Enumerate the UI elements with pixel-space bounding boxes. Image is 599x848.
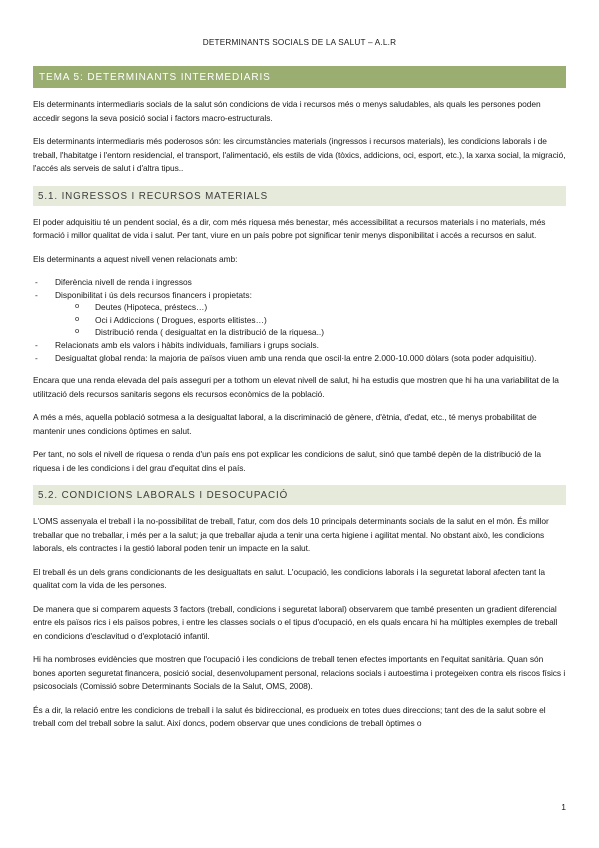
section1-paragraph-5: Per tant, no sols el nivell de riquesa o renda d'un país ens pot explicar les condicions de salut, sinó que també depèn de la distribució de la riquesa i de les condicions i del grau d'equitat dins el país.: [33, 449, 541, 473]
section2-paragraph-3: De manera que si comparem aquests 3 factors (treball, condicions i seguretat laboral) observarem que també presenten un gradient diferencial entre els països rics i els països pobres, i entre les classes socials o el tipus d'ocupació, en els quals encara hi ha múltiples exemples de treball en condicions d'esclavitud o d'explotació infantil.: [33, 603, 558, 641]
section-heading-5-1: 5.1. INGRESSOS I RECURSOS MATERIALS: [33, 186, 566, 206]
intro-paragraph-1: Els determinants intermediaris socials de la salut són condicions de vida i recursos més o menys saludables, als quals les persones poden accedir segons la seva posició social i factors macro-estructurals.: [33, 99, 541, 123]
chapter-heading: TEMA 5: DETERMINANTS INTERMEDIARIS: [33, 66, 566, 88]
list-item: [33, 339, 566, 352]
sub-list-item: o Deutes (Hipoteca, préstecs…): [55, 301, 566, 314]
section2-paragraph-5: És a dir, la relació entre les condicions de treball i la salut és bidireccional, es produeix en totes dues direccions; tant des de la salut sobre el treball com del treball sobre la salut. Així doncs, podem observar que unes condicions de treball òptimes o: [33, 704, 546, 729]
list-item: [33, 289, 566, 339]
section1-paragraph-3: Encara que una renda elevada del país asseguri per a tothom un elevat nivell de salut, hi ha estudis que mostren que hi ha una variabilitat de la utilització dels recursos sanitaris segons els recursos econòmics de la població.: [33, 375, 559, 399]
section2-paragraph-1: L'OMS assenyala el treball i la no-possibilitat de treball, l'atur, com dos dels 10 principals determinants socials de la salut en el món. És millor treballar que no treballar, i més per a la salut; ja que treballar ajuda a tenir una certa higiene i agilitat mental. No obstant això, les condicions laborals, els contractes i la gestió laboral poden tenir un impacte en la salut.: [33, 516, 549, 554]
section1-paragraph-1: El poder adquisitiu té un pendent social, és a dir, com més riquesa més benestar, més accessibilitat a recursos materials i no materials, més formació i millor qualitat de vida i salut. Per tant, viure en un país pobre pot significar tenir menys disponibilitat i accés a recursos en salut.: [33, 216, 546, 240]
list-item: [33, 352, 566, 365]
sub-list-item: o Oci i Addiccions ( Drogues, esports elitistes…): [55, 314, 566, 327]
intro-paragraph-2: Els determinants intermediaris més poderosos són: les circumstàncies materials (ingressos i recursos materials), les condicions laborals i de treball, l'habitatge i l'entorn residencial, el transport, l'alimentació, els estils de vida (tòxics, addicions, oci, esport, etc.), la xarxa social, la migració, l'accés als serveis de salut i d'altra tipus..: [33, 136, 566, 173]
list-item-text: Disponibilitat i ús dels recursos financers i propietats:: [55, 289, 252, 300]
list-item-text: Relacionats amb els valors i hàbits individuals, familiars i grups socials.: [55, 339, 319, 350]
section1-paragraph-4: A més a més, aquella població sotmesa a la desigualtat laboral, a la discriminació de gènere, d'ètnia, d'edat, etc., té menys probabilitat de mantenir unes condicions òptimes en salut.: [33, 412, 537, 436]
page-number: 1: [561, 802, 566, 812]
sub-list: [55, 301, 566, 339]
page-content: [33, 66, 566, 741]
section2-paragraph-2: El treball és un dels grans condicionants de les desigualtats en salut. L'ocupació, les condicions laborals i la seguretat laboral afecten tant la qualitat com la vida de les persones.: [33, 566, 546, 591]
list-item-text: Diferència nivell de renda i ingressos: [55, 277, 192, 287]
sub-list-item: o Distribució renda ( desigualtat en la distribució de la riquesa..): [55, 326, 566, 339]
section2-paragraph-4: Hi ha nombroses evidències que mostren que l'ocupació i les condicions de treball tenen efectes importants en l'equitat sanitària. Quan són bones aporten seguretat financera, posició social, desenvolupament personal, relacions socials i autoestima i protegeixen contra els riscos físics i psicosocials (Comissió sobre Determinants Socials de la Salut, OMS, 2008).: [33, 654, 566, 692]
determinants-list: [33, 276, 566, 364]
list-item: [33, 276, 566, 289]
section-heading-5-2: 5.2. CONDICIONS LABORALS I DESOCUPACIÓ: [33, 485, 566, 505]
section1-paragraph-2: Els determinants a aquest nivell venen relacionats amb:: [33, 253, 238, 264]
running-header: DETERMINANTS SOCIALS DE LA SALUT – A.L.R: [202, 38, 397, 47]
list-item-text: Desigualtat global renda: la majoria de països viuen amb una renda que oscil·la entre 2.000-10.000 dòlars (sota poder adquisitiu).: [55, 352, 537, 363]
